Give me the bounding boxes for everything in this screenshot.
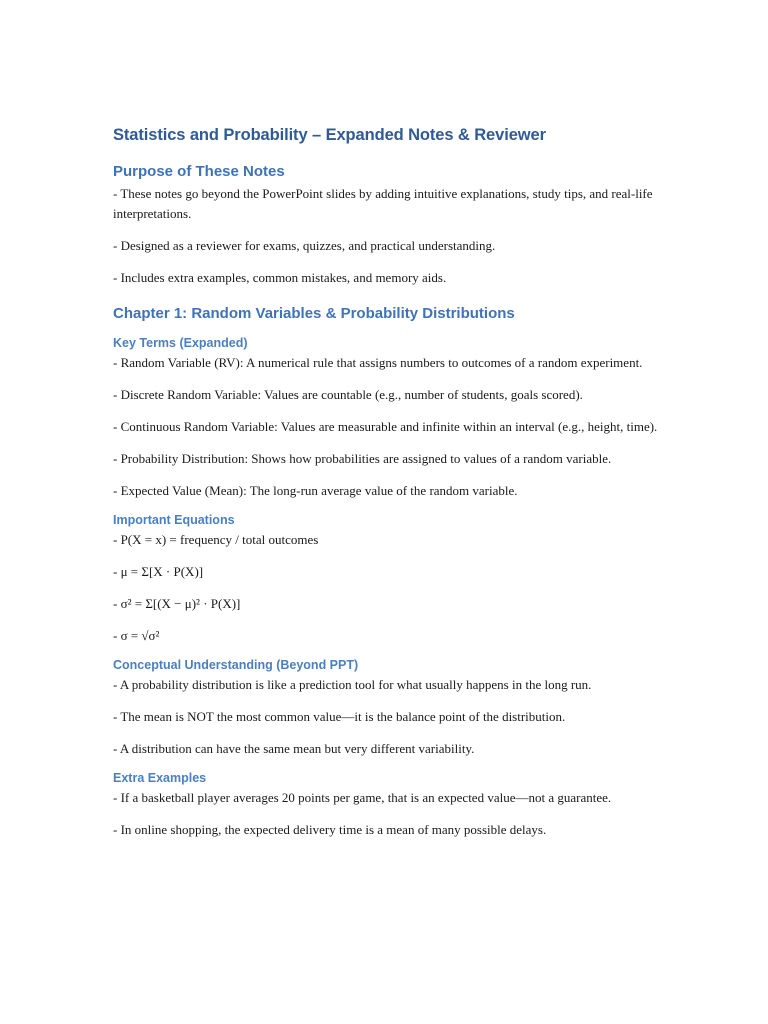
paragraph: - If a basketball player averages 20 points per game, that is an expected value—not a guarantee. bbox=[113, 790, 612, 805]
subheading-conceptual-understanding: Conceptual Understanding (Beyond PPT) bbox=[113, 658, 359, 672]
paragraph: - Probability Distribution: Shows how probabilities are assigned to values of a random variable. bbox=[113, 451, 612, 466]
equation-line: - σ² = Σ[(X − μ)² · P(X)] bbox=[113, 596, 241, 611]
document-title: Statistics and Probability – Expanded Notes & Reviewer bbox=[113, 126, 546, 144]
equation-line: - μ = Σ[X · P(X)] bbox=[113, 564, 204, 579]
subheading-extra-examples: Extra Examples bbox=[113, 771, 207, 785]
paragraph: - Expected Value (Mean): The long-run average value of the random variable. bbox=[113, 483, 518, 498]
paragraph: - Includes extra examples, common mistakes, and memory aids. bbox=[113, 270, 447, 285]
paragraph: - Discrete Random Variable: Values are countable (e.g., number of students, goals scored). bbox=[113, 387, 583, 402]
paragraph: - A distribution can have the same mean but very different variability. bbox=[113, 741, 475, 756]
section-heading-chapter-1: Chapter 1: Random Variables & Probability Distributions bbox=[113, 305, 515, 322]
paragraph: - A probability distribution is like a prediction tool for what usually happens in the long run. bbox=[113, 677, 592, 692]
subheading-important-equations: Important Equations bbox=[113, 513, 235, 527]
paragraph: - The mean is NOT the most common value—it is the balance point of the distribution. bbox=[113, 709, 566, 724]
paragraph: - Random Variable (RV): A numerical rule that assigns numbers to outcomes of a random experiment. bbox=[113, 355, 643, 370]
equation-line: - P(X = x) = frequency / total outcomes bbox=[113, 532, 319, 547]
document-body bbox=[113, 124, 658, 852]
section-heading-purpose: Purpose of These Notes bbox=[113, 163, 285, 180]
paragraph: - In online shopping, the expected delivery time is a mean of many possible delays. bbox=[113, 822, 547, 837]
paragraph: - Designed as a reviewer for exams, quizzes, and practical understanding. bbox=[113, 238, 496, 253]
subheading-key-terms: Key Terms (Expanded) bbox=[113, 336, 248, 350]
paragraph: - Continuous Random Variable: Values are measurable and infinite within an interval (e.g., height, time). bbox=[113, 419, 658, 434]
paragraph: - These notes go beyond the PowerPoint slides by adding intuitive explanations, study tips, and real-life interpretations. bbox=[113, 186, 653, 221]
equation-line: - σ = √σ² bbox=[113, 628, 160, 643]
